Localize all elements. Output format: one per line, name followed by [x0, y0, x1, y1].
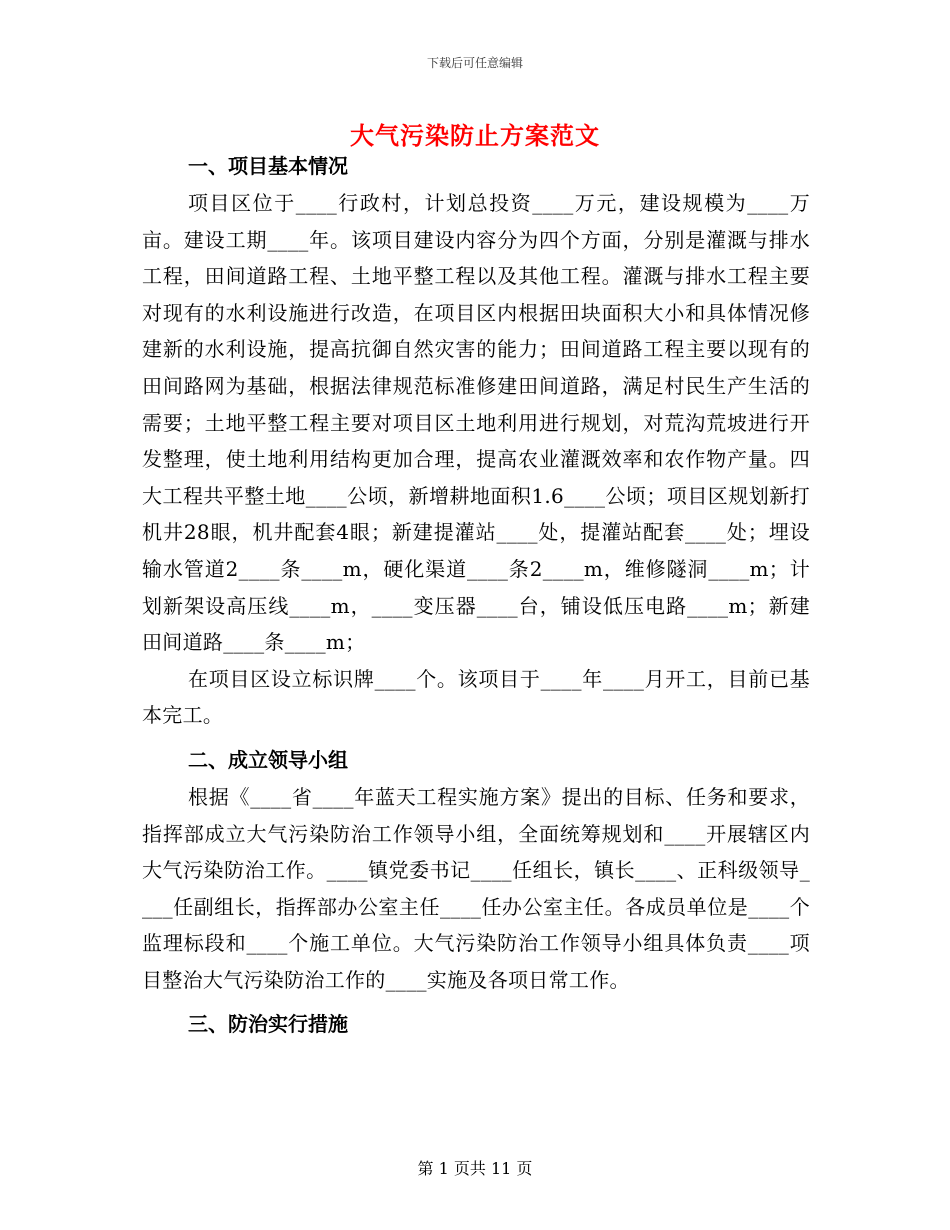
section-heading: 三、防治实行措施 — [188, 1012, 348, 1037]
document-title: 大气污染防止方案范文 — [350, 121, 600, 150]
paragraph: 项目区位于____行政村，计划总投资____万元，建设规模为____万亩。建设工期____年。该项目建设内容分为四个方面，分别是灌溉与排水工程，田间道路工程、土地平整工程以及其他工程。灌溉与排水工程主要对现有的水利设施进行改造，在项目区内根据田块面积大小和具体情况修建新的水利设施，提高抗御自然灾害的能力；田间道路工程主要以现有的田间路网为基础，根据法律规范标准修建田间道路，满足村民生产生活的需要；土地平整工程主要对项目区土地利用进行规划，对荒沟荒坡进行开发整理，使土地利用结构更加合理，提高农业灌溉效率和农作物产量。四大工程共平整土地____公顷，新增耕地面积1.6____公顷；项目区规划新打机井28眼，机井配套4眼；新建提灌站____处，提灌站配套____处；埋设输水管道2____条____m，硬化渠道____条2____m，维修隧洞____m；计划新架设高压线____m，____变压器____台，铺设低压电路____m；新建田间道路____条____m； — [142, 191, 810, 655]
document-body — [142, 148, 810, 1043]
page-header-note: 下载后可任意编辑 — [426, 56, 523, 70]
paragraph: 根据《____省____年蓝天工程实施方案》提出的目标、任务和要求，指挥部成立大气污染防治工作领导小组，全面统筹规划和____开展辖区内大气污染防治工作。____镇党委书记____任组长，镇长____、正科级领导____任副组长，指挥部办公室主任____任办公室主任。各成员单位是____个监理标段和____个施工单位。大气污染防治工作领导小组具体负责____项目整治大气污染防治工作的____实施及各项日常工作。 — [142, 784, 810, 992]
section-heading: 一、项目基本情况 — [188, 154, 348, 178]
section-2 — [142, 742, 810, 999]
section-3 — [142, 1006, 810, 1043]
section-heading: 二、成立领导小组 — [188, 747, 348, 772]
page-footer-number: 第 1 页共 11 页 — [417, 1159, 533, 1178]
paragraph: 在项目区设立标识牌____个。该项目于____年____月开工，目前已基本完工。 — [142, 666, 810, 728]
section-1 — [142, 148, 810, 734]
